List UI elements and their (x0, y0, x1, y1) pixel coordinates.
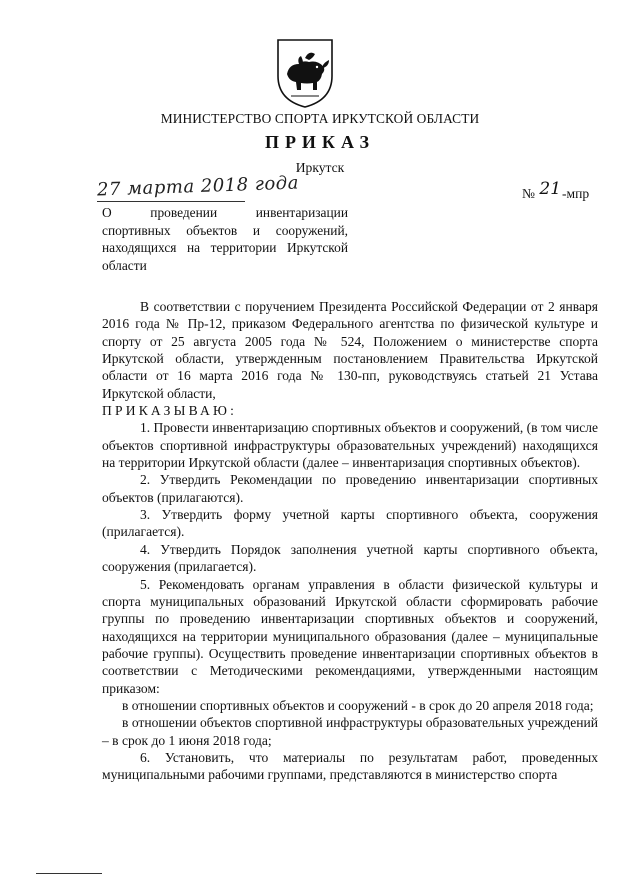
city-name: Иркутск (295, 160, 345, 175)
order-item-4: 4. Утвердить Порядок заполнения учетной карты спортивного объекта, сооружения (прилагается). (102, 541, 598, 575)
order-item-1: 1. Провести инвентаризацию спортивных объектов и сооружений, (в том числе объектов спортивной инфраструктуры образовательных учреждений) находящихся на территории Иркутской области (далее – инвентаризация спортивных объектов). (102, 420, 598, 471)
handwritten-number: 21 (539, 179, 562, 199)
number-suffix: -мпр (562, 186, 590, 201)
footnote-separator (36, 873, 102, 874)
order-item-3: 3. Утвердить форму учетной карты спортивного объекта, сооружения (прилагается). (102, 507, 598, 540)
irkutsk-coat-of-arms-icon (273, 36, 337, 110)
order-item-5-deadline-1: в отношении спортивных объектов и сооружений - в срок до 20 апреля 2018 года; (122, 697, 594, 713)
order-word: ПРИКАЗЫВАЮ: (102, 403, 238, 419)
document-body (102, 298, 598, 784)
order-item-5-deadline-2: в отношении объектов спортивной инфраструктуры образовательных учреждений – в срок до 1 июня 2018 года; (102, 715, 598, 748)
date-underline (97, 201, 245, 202)
preamble-paragraph: В соответствии с поручением Президента Российской Федерации от 2 января 2016 года № Пр-12, приказом Федерального агентства по физической культуре и спорту от 25 августа 2005 года № 524, Положением о министерстве спорта Иркутской области, утвержденным постановлением Правительства Иркутской области от 16 марта 2016 года № 130-пп, руководствуясь статьей 21 Устава Иркутской области, (102, 299, 598, 401)
handwritten-date: 27 марта 2018 года (96, 172, 300, 201)
document-number (522, 179, 590, 203)
order-item-5: 5. Рекомендовать органам управления в области физической культуры и спорта муниципальных образований Иркутской области сформировать рабочие группы по проведению инвентаризации спортивных объектов и сооружений, находящихся на территории муниципального образования (далее – муниципальные рабочие группы). Осуществить проведение инвентаризации спортивных объектов в соответствии с Методическими рекомендациями, утвержденными настоящим приказом: (102, 576, 598, 696)
document-subject: О проведении инвентаризации спортивных объектов и сооружений, находящихся на территории Иркутской области (102, 205, 348, 274)
order-item-2: 2. Утвердить Рекомендации по проведению инвентаризации спортивных объектов (прилагаются). (102, 472, 598, 505)
order-item-6: 6. Установить, что материалы по результатам работ, проведенных муниципальными рабочими группами, представляются в министерство спорта (102, 749, 598, 783)
number-sign: № (522, 186, 535, 201)
document-type-title: ПРИКАЗ (264, 132, 376, 152)
ministry-name: МИНИСТЕРСТВО СПОРТА ИРКУТСКОЙ ОБЛАСТИ (160, 111, 480, 126)
